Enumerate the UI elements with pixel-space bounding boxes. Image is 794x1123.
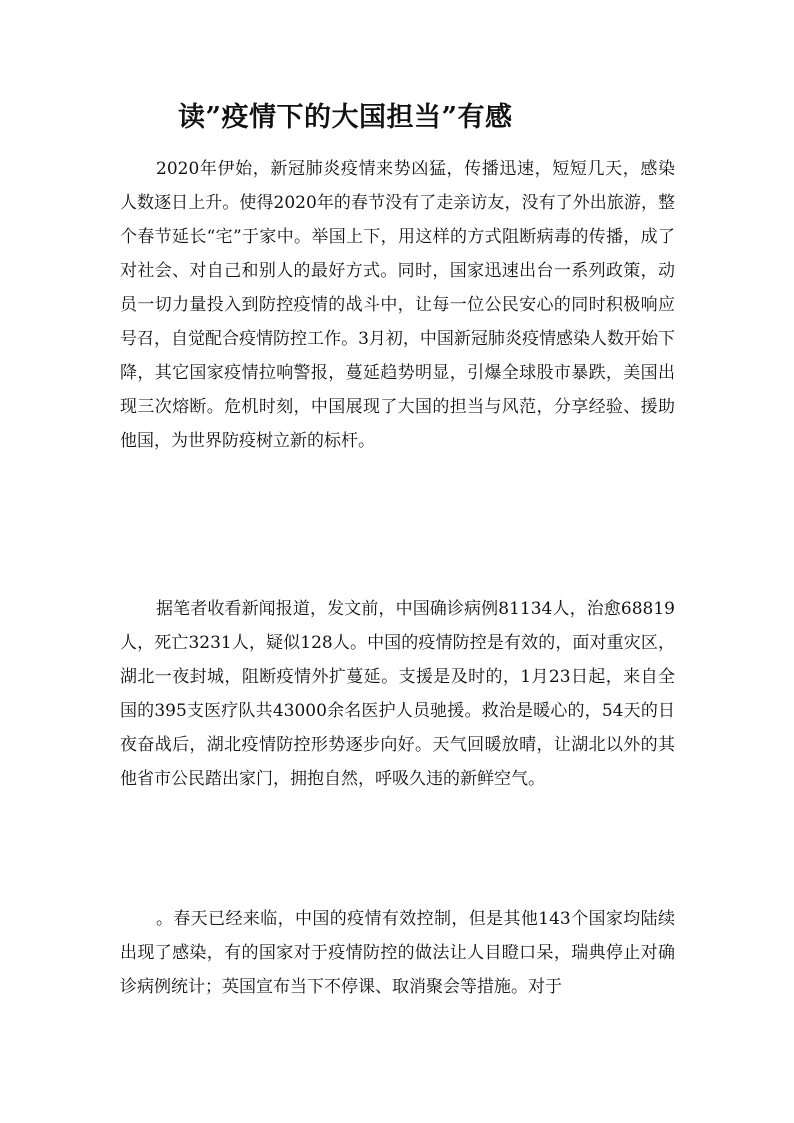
paragraph-3: 。春天已经来临，中国的疫情有效控制，但是其他143个国家均陆续出现了感染，有的国家对于疫情防控的做法让人目瞪口呆，瑞典停止对确诊病例统计；英国宣布当下不停课、取消聚会等措施。对于 (120, 909, 675, 997)
document-title: 读”疫情下的大国担当”有感 (178, 102, 513, 133)
paragraph-1: 2020年伊始，新冠肺炎疫情来势凶猛，传播迅速，短短几天，感染人数逐日上升。使得2020年的春节没有了走亲访友，没有了外出旅游，整个春节延长“宅”于家中。举国上下，用这样的方式阻断病毒的传播，成了对社会、对自己和别人的最好方式。同时，国家迅速出台一系列政策，动员一切力量投入到防控疫情的战斗中，让每一位公民安心的同时积极响应号召，自觉配合疫情防控工作。3月初，中国新冠肺炎疫情感染人数开始下降，其它国家疫情拉响警报，蔓延趋势明显，引爆全球股市暴跌，美国出现三次熔断。危机时刻，中国展现了大国的担当与风范，分享经验、援助他国，为世界防疫树立新的标杆。 (120, 159, 675, 451)
paragraph-2: 据笔者收看新闻报道，发文前，中国确诊病例81134人，治愈68819人，死亡3231人，疑似128人。中国的疫情防控是有效的，面对重灾区，湖北一夜封城，阻断疫情外扩蔓延。支援是及时的，1月23日起，来自全国的395支医疗队共43000余名医护人员驰援。救治是暖心的，54天的日夜奋战后，湖北疫情防控形势逐步向好。天气回暖放晴，让湖北以外的其他省市公民踏出家门，拥抱自然，呼吸久违的新鲜空气。 (120, 599, 675, 789)
